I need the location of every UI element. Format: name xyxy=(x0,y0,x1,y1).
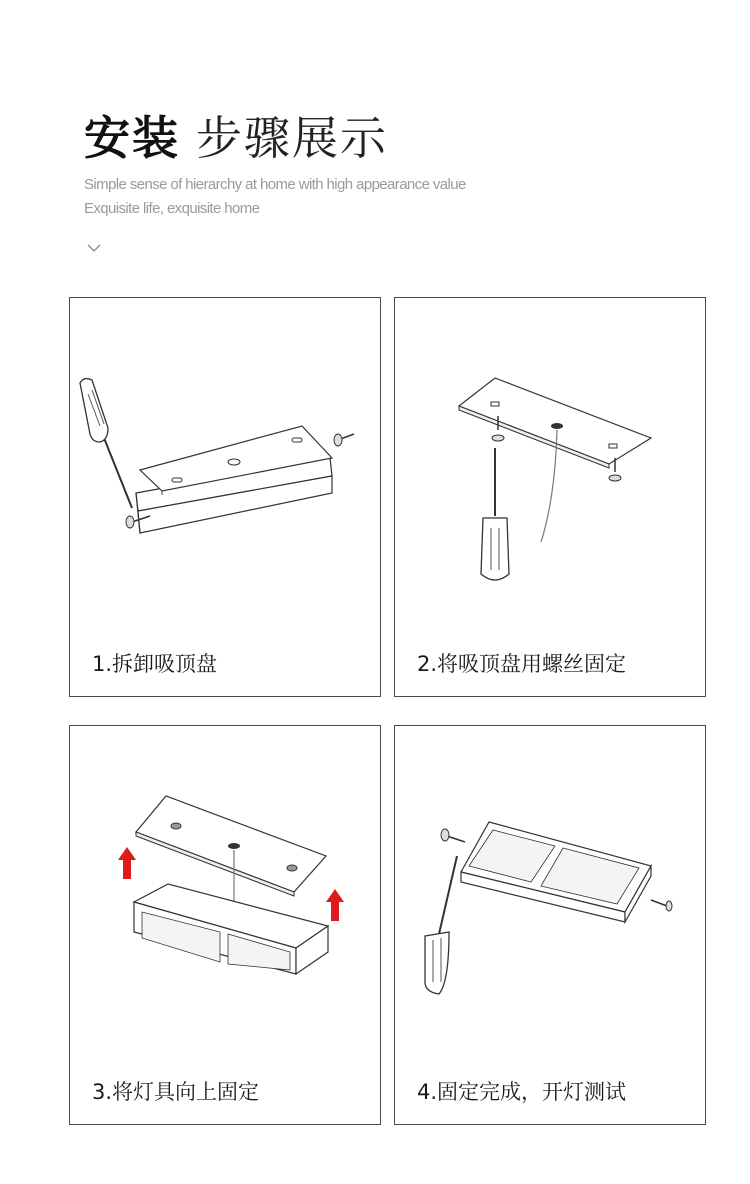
page-title xyxy=(84,108,388,168)
step-caption-2: 2.将吸顶盘用螺丝固定 xyxy=(417,652,627,676)
step-caption-4: 4.固定完成，开灯测试 xyxy=(417,1080,627,1104)
illustration-finish xyxy=(395,726,707,1026)
step-card-3 xyxy=(69,725,381,1125)
illustration-fix-plate xyxy=(395,298,707,598)
up-arrow-icon xyxy=(326,889,344,921)
subtitle-line-2: Exquisite life, exquisite home xyxy=(84,200,260,217)
step-caption-3: 3.将灯具向上固定 xyxy=(92,1080,260,1104)
illustration-mount-up xyxy=(70,726,382,1026)
title-light: 步骤展示 xyxy=(196,111,388,165)
step-caption-1: 1.拆卸吸顶盘 xyxy=(92,652,218,676)
step-card-4 xyxy=(394,725,706,1125)
subtitle-line-1: Simple sense of hierarchy at home with high appearance value xyxy=(84,176,466,193)
title-bold: 安装 xyxy=(84,111,180,165)
chevron-down-icon xyxy=(86,242,102,254)
illustration-remove-plate xyxy=(70,298,382,598)
up-arrow-icon xyxy=(118,847,136,879)
step-card-2 xyxy=(394,297,706,697)
step-card-1 xyxy=(69,297,381,697)
